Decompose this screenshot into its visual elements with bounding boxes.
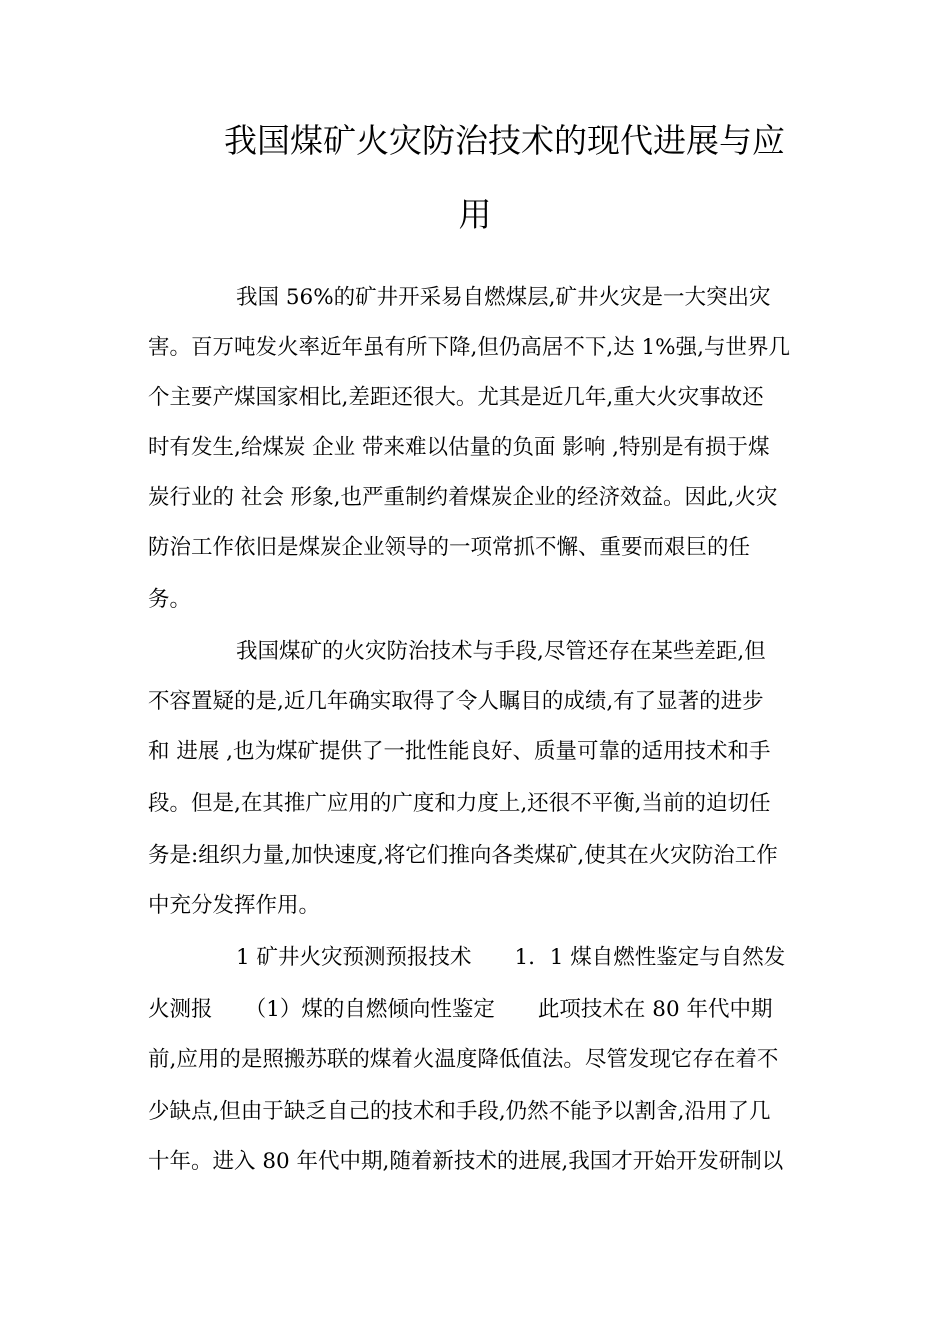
body-line: 少缺点,但由于缺乏自己的技术和手段,仍然不能予以割舍,沿用了几 (148, 1099, 771, 1124)
body-line: 个主要产煤国家相比,差距还很大。尤其是近几年,重大火灾事故还 (148, 385, 764, 410)
body-line: 我国煤矿的火灾防治技术与手段,尽管还存在某些差距,但 (236, 639, 766, 664)
body-line: 务是:组织力量,加快速度,将它们推向各类煤矿,使其在火灾防治工作 (148, 843, 778, 868)
body-line: 防治工作依旧是煤炭企业领导的一项常抓不懈、重要而艰巨的任 (148, 535, 751, 560)
body-line: 中充分发挥作用。 (148, 893, 321, 918)
body-line: 不容置疑的是,近几年确实取得了令人瞩目的成绩,有了显著的进步 (148, 689, 764, 714)
body-line: 害。百万吨发火率近年虽有所下降,但仍高居不下,达 1%强,与世界几 (148, 335, 790, 360)
body-line: 十年。进入 80 年代中期,随着新技术的进展,我国才开始开发研制以 (148, 1149, 784, 1174)
body-line: 段。但是,在其推广应用的广度和力度上,还很不平衡,当前的迫切任 (148, 791, 771, 816)
body-line: 我国 56%的矿井开采易自燃煤层,矿井火灾是一大突出灾 (236, 285, 771, 310)
body-line: 前,应用的是照搬苏联的煤着火温度降低值法。尽管发现它存在着不 (148, 1047, 779, 1072)
document-title-line-1: 我国煤矿火灾防治技术的现代进展与应 (224, 121, 785, 160)
body-line: 时有发生,给煤炭 企业 带来难以估量的负面 影响 ,特别是有损于煤 (148, 435, 770, 460)
document-title-line-2: 用 (458, 195, 492, 234)
body-line: 1 矿井火灾预测预报技术 1．1 煤自燃性鉴定与自然发 (236, 945, 786, 970)
body-line: 和 进展 ,也为煤矿提供了一批性能良好、质量可靠的适用技术和手 (148, 739, 771, 764)
body-line: 炭行业的 社会 形象,也严重制约着煤炭企业的经济效益。因此,火灾 (148, 485, 778, 510)
body-line: 务。 (148, 587, 192, 612)
body-line: 火测报 （1）煤的自燃倾向性鉴定 此项技术在 80 年代中期 (148, 997, 773, 1022)
